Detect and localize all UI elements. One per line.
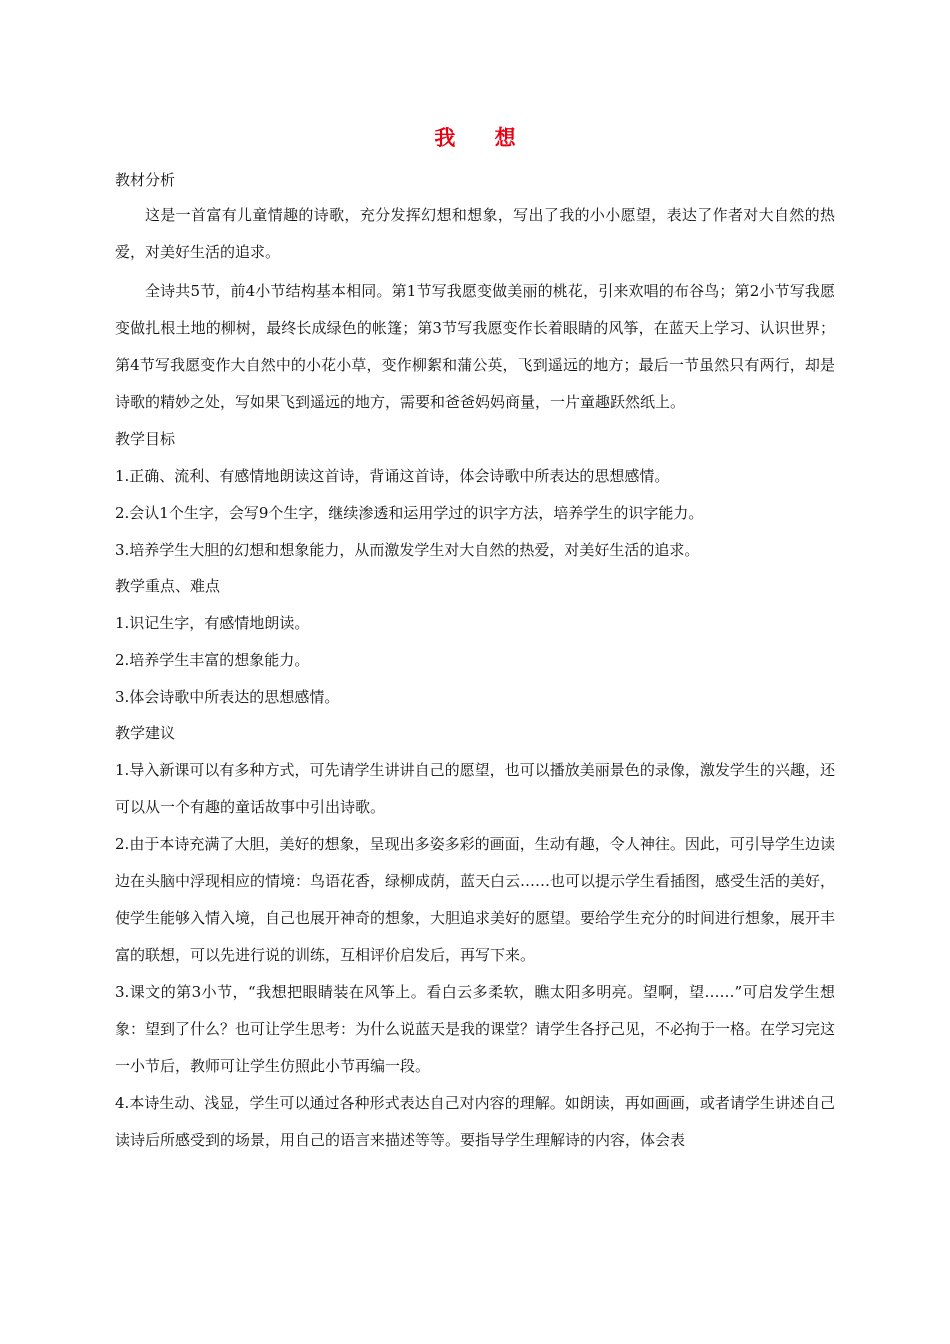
- paragraph: 这是一首富有儿童情趣的诗歌，充分发挥幻想和想象，写出了我的小小愿望，表达了作者对大自然的热爱，对美好生活的追求。: [115, 206, 835, 261]
- section-heading-key-points: 教学重点、难点: [115, 577, 221, 595]
- list-item: 2.会认1个生字，会写9个生字，继续渗透和运用学过的识字方法，培养学生的识字能力。: [115, 504, 704, 522]
- document-title: 我 想: [434, 125, 532, 150]
- list-item: 2.培养学生丰富的想象能力。: [115, 651, 310, 669]
- list-item: 1.正确、流利、有感情地朗读这首诗，背诵这首诗，体会诗歌中所表达的思想感情。: [115, 467, 670, 485]
- list-item: 3.体会诗歌中所表达的思想感情。: [115, 688, 340, 706]
- list-item: 2.由于本诗充满了大胆，美好的想象，呈现出多姿多彩的画面，生动有趣，令人神往。因此，可引导学生边读边在头脑中浮现相应的情境：鸟语花香，绿柳成荫，蓝天白云……也可以提示学生看插图，感受生活的美好，使学生能够入情入境，自己也展开神奇的想象，大胆追求美好的愿望。要给学生充分的时间进行想象，展开丰富的联想，可以先进行说的训练，互相评价启发后，再写下来。: [115, 835, 836, 964]
- document-body: [115, 120, 835, 1159]
- section-heading-suggestions: 教学建议: [115, 724, 176, 742]
- paragraph: 全诗共5节，前4小节结构基本相同。第1节写我愿变做美丽的桃花，引来欢唱的布谷鸟；第2小节写我愿变做扎根土地的柳树，最终长成绿色的帐篷；第3节写我愿变作长着眼睛的风筝，在蓝天上学习、认识世界；第4节写我愿变作大自然中的小花小草，变作柳絮和蒲公英，飞到遥远的地方；最后一节虽然只有两行，却是诗歌的精妙之处，写如果飞到遥远的地方，需要和爸爸妈妈商量，一片童趣跃然纸上。: [115, 282, 835, 411]
- section-heading-goals: 教学目标: [115, 430, 176, 448]
- list-item: 3.培养学生大胆的幻想和想象能力，从而激发学生对大自然的热爱，对美好生活的追求。: [115, 541, 700, 559]
- section-heading-analysis: 教材分析: [115, 171, 176, 189]
- list-item: 3.课文的第3小节，“我想把眼睛装在风筝上。看白云多柔软，瞧太阳多明亮。望啊，望……”可启发学生想象：望到了什么？也可让学生思考：为什么说蓝天是我的课堂？请学生各抒己见，不必拘于一格。在学习完这一小节后，教师可让学生仿照此小节再编一段。: [115, 983, 836, 1075]
- list-item: 1.导入新课可以有多种方式，可先请学生讲讲自己的愿望，也可以播放美丽景色的录像，激发学生的兴趣，还可以从一个有趣的童话故事中引出诗歌。: [115, 761, 835, 816]
- list-item: 1.识记生字，有感情地朗读。: [115, 614, 310, 632]
- list-item: 4.本诗生动、浅显，学生可以通过各种形式表达自己对内容的理解。如朗读，再如画画，或者请学生讲述自己读诗后所感受到的场景，用自己的语言来描述等等。要指导学生理解诗的内容，体会表: [115, 1094, 835, 1149]
